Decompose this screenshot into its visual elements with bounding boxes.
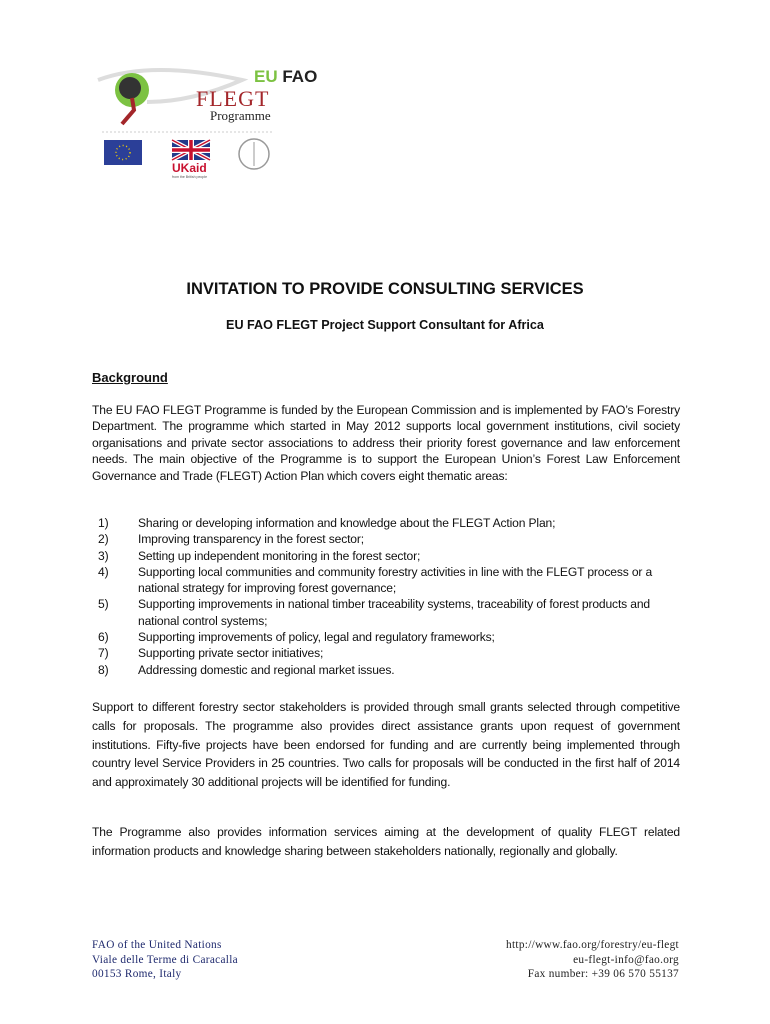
footer-org: FAO of the United Nations xyxy=(92,939,222,951)
thematic-areas-list xyxy=(92,515,680,678)
background-heading: Background xyxy=(92,370,168,385)
support-paragraph: Support to different forestry sector stakeholders is provided through small grants selected through competitive calls for proposals. The programme also provides direct assistance grants upon request of government institutions. Fifty-five projects have been endorsed for funding and are currently being implemented through country level Service Providers in 25 countries. Two calls for proposals will be conducted in the first half of 2014 and approximately 30 additional projects will be identified for funding. xyxy=(92,700,680,790)
list-item: 1) Sharing or developing information and knowledge about the FLEGT Action Plan; xyxy=(98,516,556,530)
list-item: 6) Supporting improvements of policy, legal and regulatory frameworks; xyxy=(98,630,495,645)
list-item: 4) Supporting local communities and community forestry activities in line with the FLEGT process or a national strategy for improving forest governance; xyxy=(98,564,653,596)
list-item: 2) Improving transparency in the forest sector; xyxy=(98,532,364,547)
footer-city: 00153 Rome, Italy xyxy=(92,968,182,981)
fao-emblem-icon xyxy=(239,139,269,169)
logo-wordmark-eu-fao: EU FAO xyxy=(254,67,318,86)
logo-wordmark-flegt: FLEGT xyxy=(196,86,270,111)
ukaid-subtext: from the British people xyxy=(172,175,208,179)
footer-fax: Fax number: +39 06 570 55137 xyxy=(527,968,679,981)
document-title: INVITATION TO PROVIDE CONSULTING SERVICES xyxy=(186,280,584,298)
footer-contact xyxy=(506,938,679,982)
footer-address xyxy=(92,938,238,982)
logo-wordmark-programme: Programme xyxy=(210,108,271,123)
list-item: 3) Setting up independent monitoring in the forest sector; xyxy=(98,548,421,563)
information-services-paragraph: The Programme also provides information services aiming at the development of quality FLEGT related information products and knowledge sharing between stakeholders nationally, regionally and globally. xyxy=(92,825,680,858)
footer-street: Viale delle Terme di Caracalla xyxy=(92,953,238,966)
footer-website-link[interactable]: http://www.fao.org/forestry/eu-flegt xyxy=(506,939,679,951)
background-paragraph: The EU FAO FLEGT Programme is funded by the European Commission and is implemented by FAO’s Forestry Department. The programme which started in May 2012 supports local government institutions, civil society organisations and private sector associations to address their priority forest governance and law enforcement needs. The main objective of the Programme is to support the European Union’s Forest Law Enforcement Governance and Trade (FLEGT) Action Plan which covers eight thematic areas: xyxy=(92,403,680,483)
list-item: 5) Supporting improvements in national timber traceability systems, traceability of forest products and national control systems; xyxy=(98,597,650,628)
eu-flag-icon xyxy=(104,140,142,165)
document-subtitle: EU FAO FLEGT Project Support Consultant for Africa xyxy=(226,318,544,332)
footer-email-link[interactable]: eu-flegt-info@fao.org xyxy=(573,953,679,966)
list-item: 7) Supporting private sector initiatives; xyxy=(98,646,324,661)
ukaid-label: UKaid xyxy=(172,161,207,175)
uk-flag-icon xyxy=(172,140,210,160)
list-item: 8) Addressing domestic and regional market issues. xyxy=(98,662,395,677)
